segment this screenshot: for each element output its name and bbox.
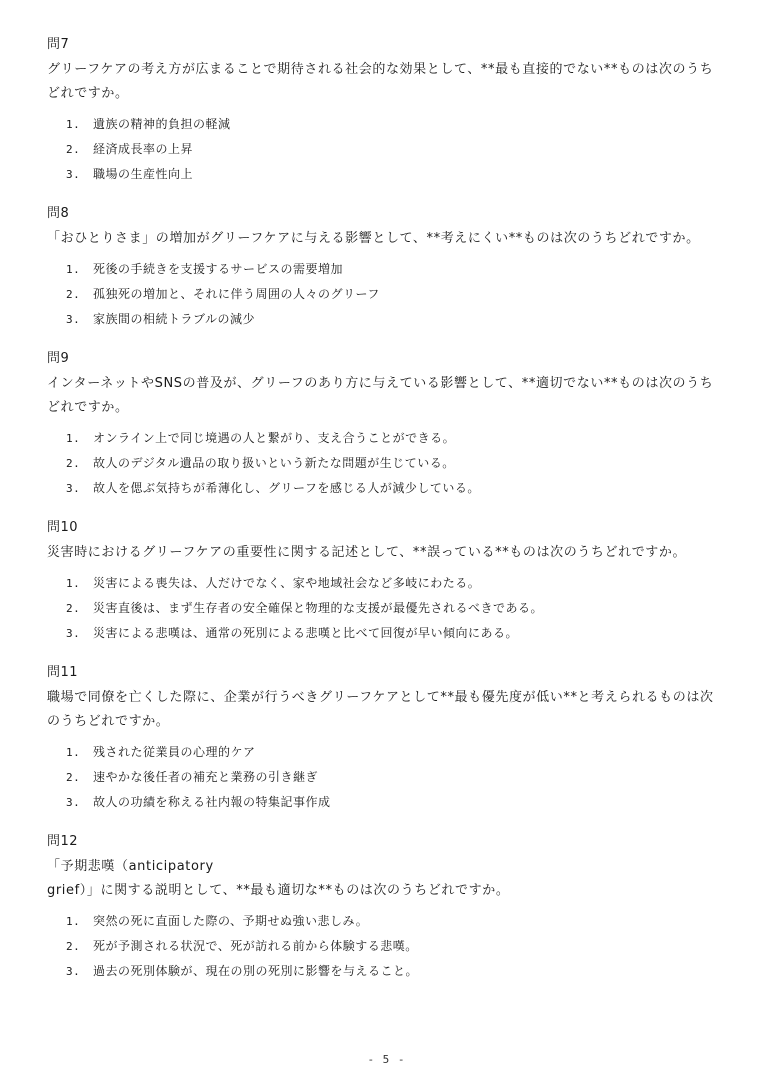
option-text: 故人を偲ぶ気持ちが希薄化し、グリーフを感じる人が減少している。 bbox=[93, 481, 480, 495]
option-item bbox=[66, 476, 723, 501]
option-number: 2. bbox=[66, 602, 81, 615]
option-number: 2. bbox=[66, 288, 81, 301]
option-item bbox=[66, 451, 723, 476]
question-number: 問12 bbox=[47, 834, 79, 849]
option-item bbox=[66, 137, 723, 162]
question-7 bbox=[47, 36, 723, 187]
option-text: 家族間の相続トラブルの減少 bbox=[93, 312, 256, 326]
option-list bbox=[47, 909, 723, 984]
question-number: 問10 bbox=[47, 520, 79, 535]
option-item bbox=[66, 426, 723, 451]
option-text: 故人のデジタル遺品の取り扱いという新たな問題が生じている。 bbox=[93, 456, 455, 470]
option-item bbox=[66, 282, 723, 307]
option-item bbox=[66, 112, 723, 137]
option-text: 残された従業員の心理的ケア bbox=[93, 745, 256, 759]
question-text: インターネットやSNSの普及が、グリーフのあり方に与えている影響として、**適切でない**ものは次のうちどれですか。 bbox=[47, 376, 714, 415]
page-number: - 5 - bbox=[367, 1053, 406, 1066]
question-text: 災害時におけるグリーフケアの重要性に関する記述として、**誤っている**ものは次のうちどれですか。 bbox=[47, 545, 687, 560]
option-item bbox=[66, 959, 723, 984]
option-text: 災害直後は、まず生存者の安全確保と物理的な支援が最優先されるべきである。 bbox=[93, 601, 544, 615]
option-list bbox=[47, 571, 723, 646]
question-number: 問8 bbox=[47, 206, 70, 221]
option-number: 1. bbox=[66, 263, 81, 276]
question-9 bbox=[47, 350, 723, 501]
option-number: 3. bbox=[66, 965, 81, 978]
option-number: 3. bbox=[66, 313, 81, 326]
question-text-line-1: 「予期悲嘆（anticipatory bbox=[47, 859, 214, 874]
option-text: 孤独死の増加と、それに伴う周囲の人々のグリーフ bbox=[93, 287, 380, 301]
option-list bbox=[47, 426, 723, 501]
option-number: 1. bbox=[66, 915, 81, 928]
option-item bbox=[66, 934, 723, 959]
option-item bbox=[66, 162, 723, 187]
option-text: 速やかな後任者の補充と業務の引き継ぎ bbox=[93, 770, 319, 784]
option-item bbox=[66, 765, 723, 790]
option-text: 遺族の精神的負担の軽減 bbox=[93, 117, 231, 131]
option-text: 死後の手続きを支援するサービスの需要増加 bbox=[93, 262, 344, 276]
option-number: 3. bbox=[66, 627, 81, 640]
option-item bbox=[66, 621, 723, 646]
question-10 bbox=[47, 519, 723, 646]
question-12 bbox=[47, 833, 723, 984]
option-item bbox=[66, 571, 723, 596]
option-text: 災害による喪失は、人だけでなく、家や地域社会など多岐にわたる。 bbox=[93, 576, 481, 590]
option-item bbox=[66, 740, 723, 765]
option-number: 2. bbox=[66, 940, 81, 953]
option-number: 3. bbox=[66, 482, 81, 495]
option-item bbox=[66, 307, 723, 332]
question-number: 問11 bbox=[47, 665, 79, 680]
option-list bbox=[47, 112, 723, 187]
option-text: 過去の死別体験が、現在の別の死別に影響を与えること。 bbox=[93, 964, 419, 978]
option-number: 3. bbox=[66, 796, 81, 809]
option-text: 故人の功績を称える社内報の特集記事作成 bbox=[93, 795, 331, 809]
option-text: 災害による悲嘆は、通常の死別による悲嘆と比べて回復が早い傾向にある。 bbox=[93, 626, 519, 640]
option-item bbox=[66, 909, 723, 934]
option-number: 1. bbox=[66, 577, 81, 590]
question-text: 「おひとりさま」の増加がグリーフケアに与える影響として、**考えにくい**ものは次のうちどれですか。 bbox=[47, 231, 700, 246]
option-item bbox=[66, 596, 723, 621]
option-number: 2. bbox=[66, 143, 81, 156]
question-list bbox=[47, 36, 723, 1002]
option-text: 職場の生産性向上 bbox=[93, 167, 194, 181]
option-text: 死が予測される状況で、死が訪れる前から体験する悲嘆。 bbox=[93, 939, 418, 953]
option-number: 1. bbox=[66, 118, 81, 131]
option-number: 3. bbox=[66, 168, 81, 181]
option-text: 経済成長率の上昇 bbox=[93, 142, 194, 156]
option-number: 1. bbox=[66, 432, 81, 445]
option-list bbox=[47, 740, 723, 815]
option-text: オンライン上で同じ境遇の人と繋がり、支え合うことができる。 bbox=[93, 431, 456, 445]
question-number: 問9 bbox=[47, 351, 70, 366]
option-list bbox=[47, 257, 723, 332]
option-number: 1. bbox=[66, 746, 81, 759]
question-text bbox=[47, 855, 723, 903]
option-number: 2. bbox=[66, 771, 81, 784]
question-number: 問7 bbox=[47, 37, 70, 52]
question-8 bbox=[47, 205, 723, 332]
question-text: グリーフケアの考え方が広まることで期待される社会的な効果として、**最も直接的でない**ものは次のうちどれですか。 bbox=[47, 62, 714, 101]
question-text: 職場で同僚を亡くした際に、企業が行うべきグリーフケアとして**最も優先度が低い**と考えられるものは次のうちどれですか。 bbox=[47, 690, 714, 729]
option-item bbox=[66, 790, 723, 815]
question-text-line-2: grief）」に関する説明として、**最も適切な**ものは次のうちどれですか。 bbox=[47, 883, 510, 898]
option-item bbox=[66, 257, 723, 282]
question-11 bbox=[47, 664, 723, 815]
option-text: 突然の死に直面した際の、予期せぬ強い悲しみ。 bbox=[93, 914, 369, 928]
option-number: 2. bbox=[66, 457, 81, 470]
